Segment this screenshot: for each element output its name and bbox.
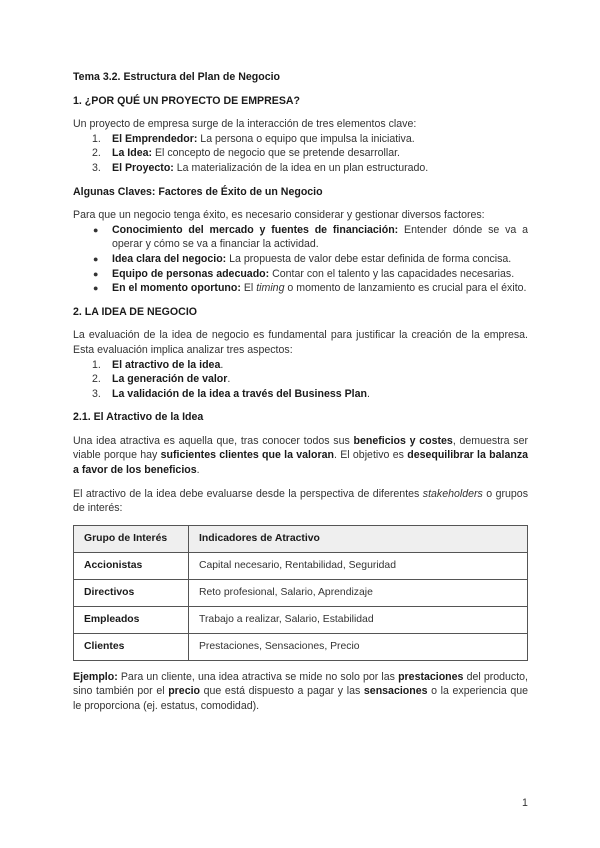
section-2-list	[73, 358, 528, 402]
bold-run: suficientes clientes que la valoran	[160, 449, 334, 462]
list-item	[73, 387, 528, 402]
list-number: 1.	[92, 358, 101, 371]
list-item-term: El Proyecto:	[112, 161, 174, 174]
list-item	[73, 372, 528, 387]
document-body	[73, 70, 528, 714]
text-run: .	[196, 464, 200, 477]
list-item-term: Equipo de personas adecuado:	[112, 267, 270, 280]
text-run: . El objetivo es	[333, 449, 408, 462]
section-2-intro: La evaluación de la idea de negocio es fundamental para justificar la creación de la empresa. Esta evaluación implica analizar tres aspectos:	[73, 329, 528, 356]
list-item-text: Entender dónde se va a operar y cómo se va a financiar la actividad.	[112, 223, 528, 251]
section-2-1-heading: 2.1. El Atractivo de la Idea	[73, 411, 204, 424]
section-1-list	[73, 132, 528, 176]
list-item	[73, 146, 528, 161]
claves-intro: Para que un negocio tenga éxito, es necesario considerar y gestionar diversos factores:	[73, 209, 485, 222]
table-row	[74, 606, 528, 633]
list-item	[73, 252, 528, 267]
table-cell: Directivos	[74, 579, 189, 606]
table-row	[74, 552, 528, 579]
text-run: que está dispuesto a pagar y las	[200, 685, 364, 698]
list-item-term: El atractivo de la idea	[112, 358, 221, 371]
italic-run: stakeholders	[422, 487, 483, 500]
list-item	[73, 358, 528, 373]
list-item	[73, 132, 528, 147]
table-cell: Clientes	[74, 633, 189, 660]
table-cell: Reto profesional, Salario, Aprendizaje	[189, 579, 528, 606]
list-number: 3.	[92, 161, 101, 174]
list-item-term: La generación de valor	[112, 373, 228, 386]
text-run: o grupos de interés:	[73, 487, 528, 515]
table-cell: Prestaciones, Sensaciones, Precio	[189, 633, 528, 660]
list-item-text: .	[227, 373, 231, 386]
list-item-text: El concepto de negocio que se pretende desarrollar.	[152, 147, 400, 160]
table-header: Grupo de Interés	[74, 525, 189, 552]
list-item-text: La propuesta de valor debe estar definida de forma concisa.	[226, 252, 512, 265]
example-paragraph	[73, 670, 528, 714]
stakeholders-table	[73, 525, 528, 661]
bold-run: beneficios y costes	[353, 434, 453, 447]
list-item-italic: timing	[256, 282, 285, 295]
list-item-text: La persona o equipo que impulsa la iniciativa.	[197, 132, 415, 145]
page-number: 1	[522, 797, 528, 809]
list-item	[73, 223, 528, 252]
list-item	[73, 281, 528, 296]
table-header-row	[74, 525, 528, 552]
bold-run: sensaciones	[363, 685, 428, 698]
bullet-icon: ●	[93, 253, 99, 264]
list-item-term: Idea clara del negocio:	[112, 252, 227, 265]
table-cell: Trabajo a realizar, Salario, Estabilidad	[189, 606, 528, 633]
bullet-icon: ●	[93, 283, 99, 294]
list-item	[73, 267, 528, 282]
bullet-icon: ●	[93, 268, 99, 279]
list-item-term: Conocimiento del mercado y fuentes de financiación:	[112, 223, 399, 236]
bold-run: prestaciones	[398, 670, 464, 683]
bold-run: desequilibrar la balanza a favor de los beneficios	[73, 449, 529, 477]
section-2-heading: 2. LA IDEA DE NEGOCIO	[73, 305, 198, 318]
list-number: 3.	[92, 387, 101, 400]
list-number: 2.	[92, 147, 101, 160]
list-number: 1.	[92, 132, 101, 145]
list-item-text: .	[220, 358, 224, 371]
bullet-icon: ●	[93, 224, 99, 235]
claves-list	[73, 223, 528, 296]
table-cell: Empleados	[74, 606, 189, 633]
list-item	[73, 161, 528, 176]
text-run: Una idea atractiva es aquella que, tras conocer todos sus	[73, 434, 354, 447]
list-number: 2.	[92, 373, 101, 386]
text-run: o la experiencia que le proporciona (ej. estatus, comodidad).	[73, 685, 529, 713]
list-item-term: El Emprendedor:	[112, 132, 198, 145]
text-run: del producto, sino también por el	[73, 670, 528, 698]
list-item-text: o momento de lanzamiento es crucial para el éxito.	[284, 282, 527, 295]
table-cell: Capital necesario, Rentabilidad, Seguridad	[189, 552, 528, 579]
table-row	[74, 579, 528, 606]
text-run: El atractivo de la idea debe evaluarse desde la perspectiva de diferentes	[73, 487, 423, 500]
section-2-1-paragraph	[73, 434, 528, 478]
bold-run: precio	[168, 685, 200, 698]
list-item-term: En el momento oportuno:	[112, 282, 241, 295]
example-label: Ejemplo:	[73, 670, 118, 683]
list-item-text: La materialización de la idea en un plan estructurado.	[173, 161, 429, 174]
list-item-text: .	[366, 387, 370, 400]
list-item-text: Contar con el talento y las capacidades necesarias.	[269, 267, 515, 280]
table-header: Indicadores de Atractivo	[189, 525, 528, 552]
list-item-term: La Idea:	[112, 147, 153, 160]
table-cell: Accionistas	[74, 552, 189, 579]
text-run: , demuestra ser viable porque hay	[73, 434, 528, 462]
list-item-term: La validación de la idea a través del Business Plan	[112, 387, 367, 400]
document-title: Tema 3.2. Estructura del Plan de Negocio	[73, 71, 281, 83]
text-run: Para un cliente, una idea atractiva se mide no solo por las	[117, 670, 399, 683]
list-item-text: El	[240, 282, 257, 295]
stakeholders-paragraph	[73, 487, 528, 516]
table-row	[74, 633, 528, 660]
section-1-intro: Un proyecto de empresa surge de la interacción de tres elementos clave:	[73, 118, 417, 131]
section-1-heading: 1. ¿POR QUÉ UN PROYECTO DE EMPRESA?	[73, 94, 301, 107]
claves-heading: Algunas Claves: Factores de Éxito de un Negocio	[73, 185, 323, 198]
